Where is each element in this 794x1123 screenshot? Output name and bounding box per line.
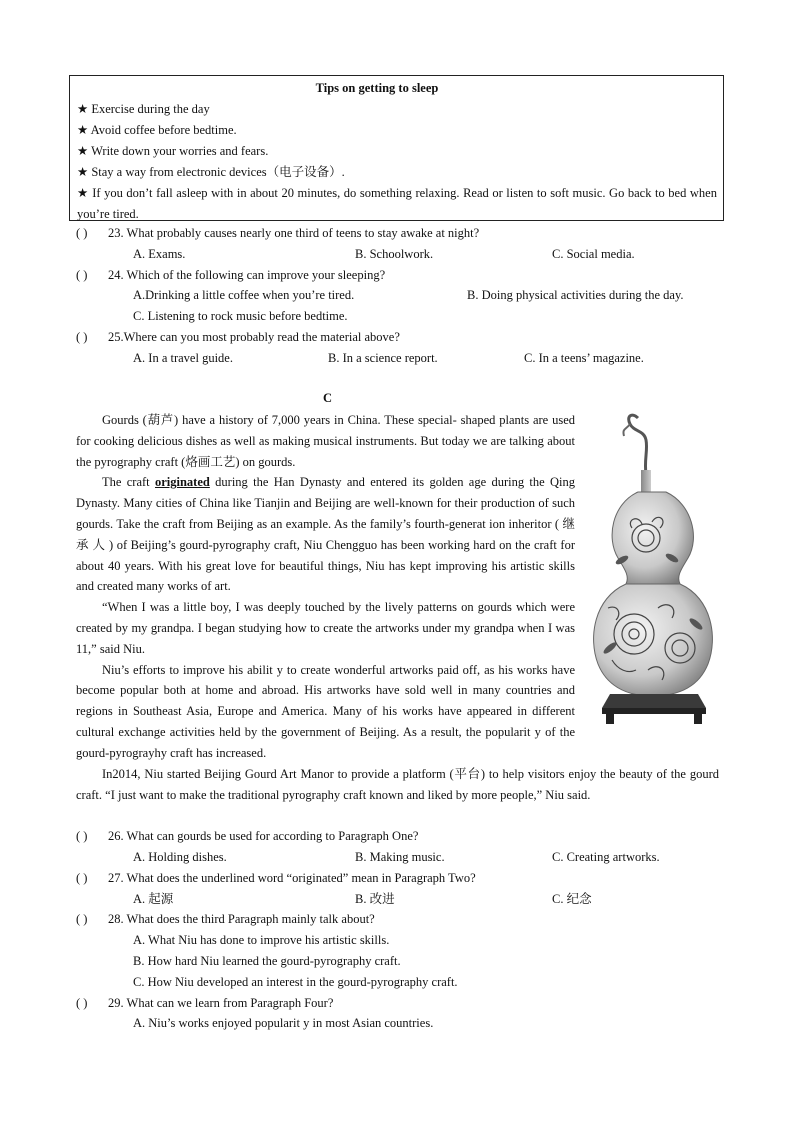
answer-blank[interactable]: ( ) bbox=[76, 330, 88, 344]
answer-blank[interactable]: ( ) bbox=[76, 871, 88, 885]
answer-blank[interactable]: ( ) bbox=[76, 829, 88, 843]
option-b: B. Making music. bbox=[355, 850, 445, 864]
tip-item: ★ Write down your worries and fears. bbox=[77, 144, 269, 158]
section-letter: C bbox=[323, 391, 333, 405]
option-c: C. Listening to rock music before bedtime. bbox=[133, 309, 348, 323]
paragraph-2-start: The craft bbox=[102, 475, 155, 490]
answer-blank[interactable]: ( ) bbox=[76, 996, 88, 1010]
option-b: B. Doing physical activities during the day. bbox=[467, 288, 684, 302]
question-stem: 29. What can we learn from Paragraph Four? bbox=[108, 996, 334, 1010]
option-a: A. Niu’s works enjoyed popularit y in most Asian countries. bbox=[133, 1016, 434, 1030]
question-25 bbox=[76, 327, 400, 347]
question-27 bbox=[76, 868, 476, 888]
question-26 bbox=[76, 826, 418, 846]
question-stem: 28. What does the third Paragraph mainly talk about? bbox=[108, 912, 375, 926]
tips-title: Tips on getting to sleep bbox=[315, 81, 439, 95]
option-a: A. What Niu has done to improve his artistic skills. bbox=[133, 933, 390, 947]
tip-item: ★ Exercise during the day bbox=[77, 102, 210, 116]
option-a: A. Exams. bbox=[133, 247, 186, 261]
paragraph-2 bbox=[76, 472, 575, 597]
option-c: C. 纪念 bbox=[552, 892, 592, 906]
question-24 bbox=[76, 265, 385, 285]
underlined-word: originated bbox=[154, 475, 210, 490]
tip-item: ★ If you don’t fall asleep with in about 20 minutes, do something relaxing. Read or listen to soft music. Go back to bed when you’re tired. bbox=[77, 186, 717, 221]
tip-item: ★ Stay a way from electronic devices（电子设备）. bbox=[77, 165, 345, 179]
option-c: C. Creating artworks. bbox=[552, 850, 660, 864]
tip-item: ★ Avoid coffee before bedtime. bbox=[77, 123, 237, 137]
paragraph-1: Gourds (葫芦) have a history of 7,000 years in China. These special- shaped plants are used for cooking delicious dishes as well as making musical instruments. But today we are talking about the pyrography craft (烙画工艺) on gourds. bbox=[76, 413, 575, 469]
question-23 bbox=[76, 223, 479, 243]
option-a: A. In a travel guide. bbox=[133, 351, 233, 365]
question-29 bbox=[76, 993, 333, 1013]
question-28 bbox=[76, 909, 375, 929]
option-c: C. Social media. bbox=[552, 247, 635, 261]
answer-blank[interactable]: ( ) bbox=[76, 912, 88, 926]
option-a: A.Drinking a little coffee when you’re tired. bbox=[133, 288, 355, 302]
passage-body bbox=[76, 410, 575, 764]
paragraph-3: “When I was a little boy, I was deeply touched by the lively patterns on gourds which were created by my grandpa. I began studying how to create the artworks under my grandpa when I was 11,” said Niu. bbox=[76, 600, 575, 656]
option-c: C. How Niu developed an interest in the gourd-pyrography craft. bbox=[133, 975, 458, 989]
question-stem: 24. Which of the following can improve your sleeping? bbox=[108, 268, 386, 282]
question-stem: 23. What probably causes nearly one third of teens to stay awake at night? bbox=[108, 226, 480, 240]
option-b: B. How hard Niu learned the gourd-pyrography craft. bbox=[133, 954, 401, 968]
question-stem: 26. What can gourds be used for according to Paragraph One? bbox=[108, 829, 419, 843]
gourd-vase-image bbox=[588, 408, 720, 726]
question-stem: 25.Where can you most probably read the material above? bbox=[108, 330, 400, 344]
option-b: B. In a science report. bbox=[328, 351, 438, 365]
paragraph-4: Niu’s efforts to improve his abilit y to create wonderful artworks paid off, as his works have become popular both at home and abroad. His artworks have sold well in many countries and regions in Southeast Asia, Europe and America. Many of his works have appeared in different cultural exchange activities held by the government of Beijing. As a result, the popularit y of the gourd-pyrograyhy craft has increased. bbox=[76, 662, 575, 760]
question-stem: 27. What does the underlined word “originated” mean in Paragraph Two? bbox=[108, 871, 476, 885]
option-c: C. In a teens’ magazine. bbox=[524, 351, 644, 365]
paragraph-2-rest: during the Han Dynasty and entered its golden age during the Qing Dynasty. Many cities of China like Tianjin and Beijing are well-known for their production of such gourds. Take the craft from Beijing as an example. As the family’s fourth-generat ion inheritor ( 继 承 人 ) of Beijing’s gourd-pyrography craft, Niu Chengguo has been working hard on the craft for about 40 years. With his great love for beautiful things, Niu has kept improving his artistic skills and created many works of art. bbox=[76, 475, 576, 594]
option-b: B. 改进 bbox=[355, 892, 395, 906]
option-a: A. Holding dishes. bbox=[133, 850, 227, 864]
passage-body-wide bbox=[76, 764, 719, 806]
option-b: B. Schoolwork. bbox=[355, 247, 434, 261]
answer-blank[interactable]: ( ) bbox=[76, 226, 88, 240]
tips-box bbox=[69, 75, 724, 221]
option-a: A. 起源 bbox=[133, 892, 174, 906]
answer-blank[interactable]: ( ) bbox=[76, 268, 88, 282]
paragraph-5: In2014, Niu started Beijing Gourd Art Manor to provide a platform (平台) to help visitors enjoy the beauty of the gourd craft. “I just want to make the traditional pyrography craft known and liked by more people,” Niu said. bbox=[76, 767, 719, 802]
